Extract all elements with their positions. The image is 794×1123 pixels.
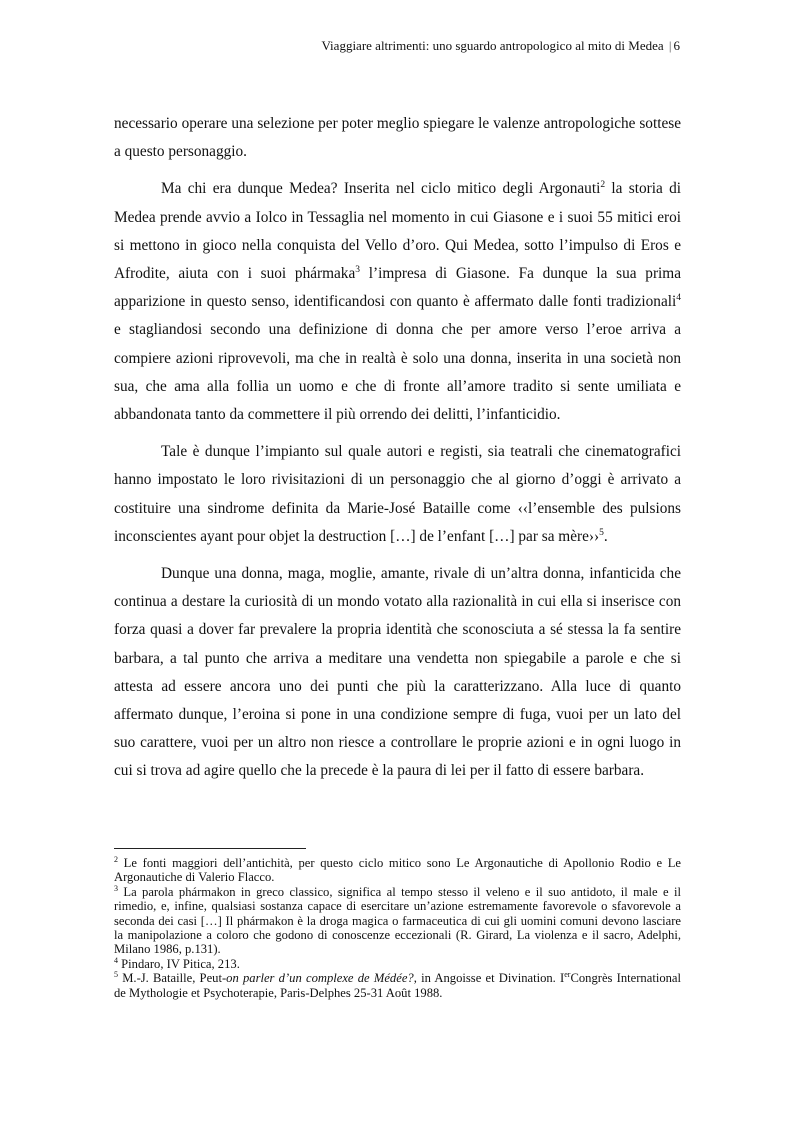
footnote-5: $^5$ M.-J. Bataille, Peut-on parler d’un complexe de Médée?, in Angoisse et Divination. IerCongrès International de Mythologie et Psychoterapie, Paris-Delphes 25-31 Août 1988. bbox=[114, 970, 682, 1000]
body-text bbox=[114, 110, 681, 786]
running-header bbox=[321, 38, 680, 54]
footnote-ref-4[interactable]: 4 bbox=[676, 293, 681, 304]
footnote-4: $^4$ Pindaro, IV Pitica, 213. bbox=[114, 955, 240, 971]
footnotes bbox=[114, 856, 681, 1000]
footnote-rule bbox=[114, 848, 306, 849]
paragraph-4: Dunque una donna, maga, moglie, amante, rivale di un’altra donna, infanticida che continua a destare la curiosità di un mondo votato alla razionalità in cui ella si inserisce con forza quasi a dover far prevalere la propria identità che sconosciuta a sé stessa la fa sentire barbara, a tal punto che arriva a meditare una vendetta non spiegabile a parole e che si attesta ad essere ancora uno dei punti che più la caratterizzano. Alla luce di quanto affermato dunque, l’eroina si pone in una condizione sempre di fuga, vuoi per un lato del suo carattere, vuoi per un altro non riesce a controllare le proprie azioni e in ogni luogo in cui si trova ad agire quello che la precede è la paura di lei per il fatto di essere barbara. bbox=[114, 565, 681, 780]
footnote-ref-5[interactable]: 5 bbox=[599, 527, 604, 538]
footnote-ref-2[interactable]: 2 bbox=[600, 180, 606, 191]
page-number: 6 bbox=[673, 38, 680, 53]
paragraph-2: Ma chi era dunque Medea? Inserita nel ciclo mitico degli Argonauti$^2$ la storia di Medea prende avvio a Iolco in Tessaglia nel momento in cui Giasone e i suoi 55 mitici eroi si mettono in gioco nella conquista del Vello d’oro. Qui Medea, sotto l’impulso di Eros e Afrodite, aiuta con i suoi phármaka$^3$ l’impresa di Giasone. Fa dunque la sua prima apparizione in questo senso, identificandosi con quanto è affermato dalle fonti tradizionali$^4$ e stagliandosi secondo una definizione di donna che per amore verso l’eroe arriva a compiere azioni riprovevoli, ma che in realtà è solo una donna, inserita in una società non sua, che ama alla follia un uomo e che di fronte all’amore tradito si sente umiliata e abbandonata tanto da commettere il più orrendo dei delitti, l’infanticidio. bbox=[114, 180, 681, 424]
header-separator: | bbox=[668, 38, 672, 53]
footnote-2: $^2$ Le fonti maggiori dell’antichità, per questo ciclo mitico sono Le Argonautiche di Apollonio Rodio e Le Argonautiche di Valerio Flacco. bbox=[114, 855, 681, 885]
header-title: Viaggiare altrimenti: uno sguardo antropologico al mito di Medea bbox=[321, 38, 664, 53]
footnote-ref-3[interactable]: 3 bbox=[355, 265, 360, 276]
footnote-3: $^3$ La parola phármakon in greco classico, significa al tempo stesso il veleno e il suo antidoto, il male e il rimedio, e, infine, qualsiasi sostanza capace di esercitare un’azione estremamente favorevole o sfavorevole a seconda dei casi […] Il phármakon è la droga magica o farmaceutica di cui gli uomini comuni devono lasciare la manipolazione a coloro che godono di conoscenze eccezionali (R. Girard, La violenza e il sacro, Adelphi, Milano 1986, p.131). bbox=[114, 883, 681, 957]
paragraph-1: necessario operare una selezione per poter meglio spiegare le valenze antropologiche sottese a questo personaggio. bbox=[114, 115, 681, 161]
paragraph-3: Tale è dunque l’impianto sul quale autori e registi, sia teatrali che cinematografici hanno impostato le loro rivisitazioni di un personaggio che al giorno d’oggi è arrivato a costituire una sindrome definita da Marie-José Bataille come ‹‹l’ensemble des pulsions inconscientes ayant pour objet la destruction […] de l’enfant […] par sa mère››$^5$. bbox=[114, 443, 681, 545]
